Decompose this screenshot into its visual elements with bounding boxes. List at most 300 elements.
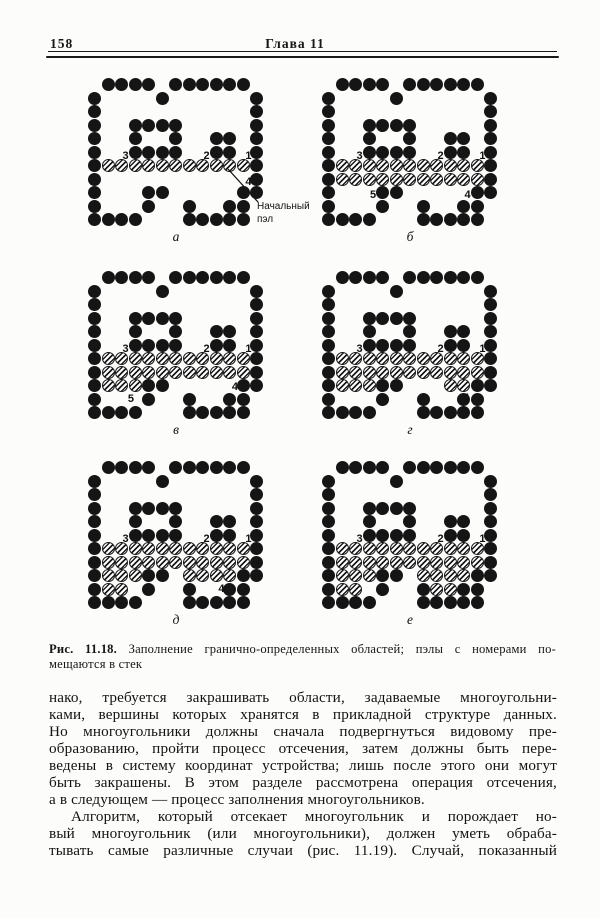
boundary-pixel-dot [403, 119, 416, 132]
boundary-pixel-dot [322, 366, 335, 379]
boundary-pixel-dot [430, 271, 443, 284]
filled-pixel-dot [417, 366, 430, 379]
body-text-line: ведены в систему координат устройства; лишь после этого они могут [49, 757, 557, 774]
boundary-pixel-dot [237, 569, 250, 582]
boundary-pixel-dot [88, 285, 101, 298]
filled-pixel-dot [196, 556, 209, 569]
filled-pixel-dot [102, 569, 115, 582]
boundary-pixel-dot [457, 461, 470, 474]
boundary-pixel-dot [115, 406, 128, 419]
body-text-line: Алгоритм, который отсекает многоугольник и порождает но- [71, 808, 557, 825]
filled-pixel-dot [223, 569, 236, 582]
boundary-pixel-dot [336, 271, 349, 284]
filled-pixel-dot [183, 542, 196, 555]
boundary-pixel-dot [376, 502, 389, 515]
figure-caption [49, 642, 556, 672]
boundary-pixel-dot [457, 583, 470, 596]
filled-pixel-dot [102, 542, 115, 555]
boundary-pixel-dot [250, 312, 263, 325]
filled-pixel-dot [237, 556, 250, 569]
boundary-pixel-dot [349, 271, 362, 284]
filled-pixel-dot [376, 542, 389, 555]
boundary-pixel-dot [322, 502, 335, 515]
boundary-pixel-dot [223, 461, 236, 474]
boundary-pixel-dot [88, 366, 101, 379]
filled-pixel-dot [142, 366, 155, 379]
filled-pixel-dot [444, 173, 457, 186]
boundary-pixel-dot [210, 596, 223, 609]
boundary-pixel-dot [417, 461, 430, 474]
boundary-pixel-dot [88, 379, 101, 392]
boundary-pixel-dot [250, 542, 263, 555]
boundary-pixel-dot [444, 325, 457, 338]
figure-panel-в [88, 271, 264, 447]
filled-pixel-dot [363, 173, 376, 186]
boundary-pixel-dot [444, 515, 457, 528]
boundary-pixel-dot [457, 200, 470, 213]
boundary-pixel-dot [444, 146, 457, 159]
boundary-pixel-dot [210, 271, 223, 284]
boundary-pixel-dot [430, 78, 443, 91]
filled-pixel-dot [129, 569, 142, 582]
filled-pixel-dot [444, 583, 457, 596]
boundary-pixel-dot [156, 339, 169, 352]
boundary-pixel-dot [142, 312, 155, 325]
boundary-pixel-dot [376, 339, 389, 352]
boundary-pixel-dot [129, 515, 142, 528]
boundary-pixel-dot [156, 285, 169, 298]
boundary-pixel-dot [88, 298, 101, 311]
boundary-pixel-dot [223, 596, 236, 609]
figure-panel-г [322, 271, 498, 447]
boundary-pixel-dot [223, 271, 236, 284]
boundary-pixel-dot [444, 529, 457, 542]
boundary-pixel-dot [88, 515, 101, 528]
boundary-pixel-dot [484, 119, 497, 132]
filled-pixel-dot [403, 159, 416, 172]
boundary-pixel-dot [156, 312, 169, 325]
filled-pixel-dot [349, 379, 362, 392]
boundary-pixel-dot [417, 271, 430, 284]
filled-pixel-dot [102, 556, 115, 569]
boundary-pixel-dot [88, 556, 101, 569]
boundary-pixel-dot [156, 502, 169, 515]
boundary-pixel-dot [156, 569, 169, 582]
filled-pixel-dot [156, 366, 169, 379]
boundary-pixel-dot [390, 502, 403, 515]
boundary-pixel-dot [376, 569, 389, 582]
stack-number-label: 3 [122, 150, 129, 163]
boundary-pixel-dot [88, 502, 101, 515]
boundary-pixel-dot [457, 406, 470, 419]
boundary-pixel-dot [403, 515, 416, 528]
filled-pixel-dot [444, 352, 457, 365]
boundary-pixel-dot [390, 475, 403, 488]
filled-pixel-dot [363, 556, 376, 569]
boundary-pixel-dot [336, 596, 349, 609]
stack-number-label: 4 [463, 391, 470, 404]
filled-pixel-dot [403, 352, 416, 365]
filled-pixel-dot [336, 159, 349, 172]
boundary-pixel-dot [102, 596, 115, 609]
boundary-pixel-dot [457, 271, 470, 284]
boundary-pixel-dot [336, 461, 349, 474]
boundary-pixel-dot [115, 271, 128, 284]
filled-pixel-dot [390, 173, 403, 186]
filled-pixel-dot [210, 556, 223, 569]
stack-number-label: 2 [437, 533, 444, 546]
filled-pixel-dot [444, 159, 457, 172]
boundary-pixel-dot [88, 325, 101, 338]
filled-pixel-dot [444, 542, 457, 555]
boundary-pixel-dot [376, 271, 389, 284]
boundary-pixel-dot [484, 366, 497, 379]
boundary-pixel-dot [156, 529, 169, 542]
page-number: 158 [50, 36, 74, 51]
filled-pixel-dot [363, 542, 376, 555]
boundary-pixel-dot [471, 583, 484, 596]
filled-pixel-dot [129, 542, 142, 555]
filled-pixel-dot [430, 366, 443, 379]
boundary-pixel-dot [322, 146, 335, 159]
filled-pixel-dot [336, 173, 349, 186]
boundary-pixel-dot [322, 393, 335, 406]
boundary-pixel-dot [322, 186, 335, 199]
boundary-pixel-dot [484, 529, 497, 542]
filled-pixel-dot [417, 173, 430, 186]
filled-pixel-dot [183, 366, 196, 379]
stack-number-label: 1 [479, 533, 486, 546]
boundary-pixel-dot [390, 119, 403, 132]
boundary-pixel-dot [403, 132, 416, 145]
boundary-pixel-dot [322, 339, 335, 352]
filled-pixel-dot [417, 159, 430, 172]
boundary-pixel-dot [444, 78, 457, 91]
boundary-pixel-dot [376, 78, 389, 91]
stack-number-label: 5 [127, 393, 134, 405]
boundary-pixel-dot [250, 285, 263, 298]
boundary-pixel-dot [88, 339, 101, 352]
filled-pixel-dot [390, 556, 403, 569]
boundary-pixel-dot [250, 325, 263, 338]
filled-pixel-dot [349, 583, 362, 596]
filled-pixel-dot [457, 366, 470, 379]
panel-letter: б [406, 229, 414, 244]
boundary-pixel-dot [390, 186, 403, 199]
boundary-pixel-dot [129, 529, 142, 542]
filled-pixel-dot [142, 352, 155, 365]
filled-pixel-dot [390, 542, 403, 555]
boundary-pixel-dot [403, 325, 416, 338]
boundary-pixel-dot [484, 285, 497, 298]
stack-number-label: 4 [218, 583, 225, 595]
boundary-pixel-dot [376, 312, 389, 325]
boundary-pixel-dot [237, 596, 250, 609]
stack-number-label: 1 [245, 150, 252, 163]
boundary-pixel-dot [210, 325, 223, 338]
boundary-pixel-dot [417, 213, 430, 226]
boundary-pixel-dot [363, 529, 376, 542]
boundary-pixel-dot [457, 213, 470, 226]
boundary-pixel-dot [471, 406, 484, 419]
stack-number-label: 1 [479, 343, 486, 356]
boundary-pixel-dot [417, 596, 430, 609]
boundary-pixel-dot [250, 488, 263, 501]
boundary-pixel-dot [88, 393, 101, 406]
boundary-pixel-dot [471, 461, 484, 474]
stack-number-label: 1 [245, 533, 252, 546]
body-text-line: ками, вершины которых хранятся в прикладной структуре данных. [49, 706, 557, 723]
boundary-pixel-dot [322, 159, 335, 172]
boundary-pixel-dot [403, 146, 416, 159]
filled-pixel-dot [376, 556, 389, 569]
boundary-pixel-dot [183, 393, 196, 406]
boundary-pixel-dot [322, 132, 335, 145]
boundary-pixel-dot [250, 529, 263, 542]
filled-pixel-dot [457, 173, 470, 186]
boundary-pixel-dot [88, 312, 101, 325]
boundary-pixel-dot [363, 461, 376, 474]
boundary-pixel-dot [322, 352, 335, 365]
boundary-pixel-dot [237, 379, 250, 392]
boundary-pixel-dot [430, 213, 443, 226]
boundary-pixel-dot [417, 78, 430, 91]
boundary-pixel-dot [210, 515, 223, 528]
boundary-pixel-dot [210, 529, 223, 542]
boundary-pixel-dot [129, 596, 142, 609]
boundary-pixel-dot [430, 461, 443, 474]
boundary-pixel-dot [322, 105, 335, 118]
filled-pixel-dot [403, 542, 416, 555]
boundary-pixel-dot [322, 312, 335, 325]
boundary-pixel-dot [484, 475, 497, 488]
boundary-pixel-dot [484, 488, 497, 501]
boundary-pixel-dot [237, 583, 250, 596]
filled-pixel-dot [115, 366, 128, 379]
boundary-pixel-dot [142, 339, 155, 352]
filled-pixel-dot [336, 379, 349, 392]
boundary-pixel-dot [250, 475, 263, 488]
stack-number-label: 4 [245, 175, 252, 188]
boundary-pixel-dot [484, 298, 497, 311]
stack-number-label: 2 [437, 150, 444, 163]
boundary-pixel-dot [484, 173, 497, 186]
filled-pixel-dot [237, 366, 250, 379]
boundary-pixel-dot [88, 352, 101, 365]
filled-pixel-dot [457, 159, 470, 172]
stack-number-label: 5 [369, 189, 377, 202]
boundary-pixel-dot [349, 213, 362, 226]
boundary-pixel-dot [376, 461, 389, 474]
boundary-pixel-dot [169, 461, 182, 474]
boundary-pixel-dot [322, 379, 335, 392]
body-text-line: нако, требуется закрашивать области, задаваемые многоугольни- [49, 689, 557, 706]
boundary-pixel-dot [417, 200, 430, 213]
filled-pixel-dot [457, 569, 470, 582]
boundary-pixel-dot [457, 325, 470, 338]
stack-number-label: 2 [203, 533, 210, 546]
boundary-pixel-dot [349, 596, 362, 609]
boundary-pixel-dot [484, 339, 497, 352]
boundary-pixel-dot [322, 529, 335, 542]
boundary-pixel-dot [363, 339, 376, 352]
filled-pixel-dot [349, 556, 362, 569]
boundary-pixel-dot [457, 515, 470, 528]
boundary-pixel-dot [484, 379, 497, 392]
filled-pixel-dot [417, 352, 430, 365]
body-text-line: образованию, пройти процесс отсечения, затем должны быть пере- [49, 740, 557, 757]
boundary-pixel-dot [471, 78, 484, 91]
figure-panel-д [88, 461, 264, 637]
boundary-pixel-dot [237, 393, 250, 406]
boundary-pixel-dot [363, 502, 376, 515]
filled-pixel-dot [336, 366, 349, 379]
boundary-pixel-dot [363, 146, 376, 159]
boundary-pixel-dot [169, 325, 182, 338]
filled-pixel-dot [457, 542, 470, 555]
filled-pixel-dot [183, 556, 196, 569]
boundary-pixel-dot [169, 515, 182, 528]
boundary-pixel-dot [169, 312, 182, 325]
boundary-pixel-dot [223, 339, 236, 352]
filled-pixel-dot [336, 556, 349, 569]
boundary-pixel-dot [484, 105, 497, 118]
stack-number-label: 1 [479, 150, 486, 163]
boundary-pixel-dot [102, 461, 115, 474]
boundary-pixel-dot [484, 569, 497, 582]
boundary-pixel-dot [88, 583, 101, 596]
boundary-pixel-dot [322, 92, 335, 105]
boundary-pixel-dot [444, 596, 457, 609]
filled-pixel-dot [349, 569, 362, 582]
boundary-pixel-dot [115, 461, 128, 474]
boundary-pixel-dot [376, 393, 389, 406]
boundary-pixel-dot [336, 213, 349, 226]
boundary-pixel-dot [363, 132, 376, 145]
boundary-pixel-dot [484, 159, 497, 172]
boundary-pixel-dot [322, 569, 335, 582]
figure-caption-line2: мещаются в стек [49, 657, 143, 672]
boundary-pixel-dot [417, 583, 430, 596]
filled-pixel-dot [349, 173, 362, 186]
boundary-pixel-dot [223, 325, 236, 338]
filled-pixel-dot [363, 379, 376, 392]
stack-number-label: 2 [203, 343, 210, 356]
boundary-pixel-dot [88, 542, 101, 555]
boundary-pixel-dot [250, 569, 263, 582]
boundary-pixel-dot [250, 339, 263, 352]
body-text-line: а в следующем — процесс заполнения многоугольников. [49, 791, 425, 808]
boundary-pixel-dot [349, 461, 362, 474]
filled-pixel-dot [430, 583, 443, 596]
boundary-pixel-dot [169, 529, 182, 542]
filled-pixel-dot [417, 542, 430, 555]
boundary-pixel-dot [336, 78, 349, 91]
boundary-pixel-dot [237, 406, 250, 419]
filled-pixel-dot [444, 366, 457, 379]
filled-pixel-dot [336, 352, 349, 365]
figure-caption-text: Заполнение гранично-определенных областей; пэлы с номерами по- [117, 642, 557, 656]
boundary-pixel-dot [322, 298, 335, 311]
filled-pixel-dot [129, 366, 142, 379]
boundary-pixel-dot [403, 339, 416, 352]
boundary-pixel-dot [102, 271, 115, 284]
boundary-pixel-dot [183, 596, 196, 609]
boundary-pixel-dot [156, 379, 169, 392]
filled-pixel-dot [210, 569, 223, 582]
boundary-pixel-dot [390, 92, 403, 105]
boundary-pixel-dot [376, 119, 389, 132]
filled-pixel-dot [403, 173, 416, 186]
filled-pixel-dot [196, 366, 209, 379]
boundary-pixel-dot [444, 271, 457, 284]
filled-pixel-dot [102, 352, 115, 365]
boundary-pixel-dot [250, 379, 263, 392]
filled-pixel-dot [115, 379, 128, 392]
boundary-pixel-dot [142, 461, 155, 474]
filled-pixel-dot [444, 556, 457, 569]
boundary-pixel-dot [403, 78, 416, 91]
filled-pixel-dot [142, 542, 155, 555]
boundary-pixel-dot [142, 569, 155, 582]
boundary-pixel-dot [403, 502, 416, 515]
boundary-pixel-dot [376, 583, 389, 596]
boundary-pixel-dot [129, 271, 142, 284]
filled-pixel-dot [210, 366, 223, 379]
filled-pixel-dot [390, 159, 403, 172]
panel-letter: е [407, 612, 413, 627]
boundary-pixel-dot [322, 475, 335, 488]
filled-pixel-dot [102, 366, 115, 379]
boundary-pixel-dot [363, 515, 376, 528]
boundary-pixel-dot [223, 515, 236, 528]
boundary-pixel-dot [169, 502, 182, 515]
figure-panel-е [322, 461, 498, 637]
filled-pixel-dot [102, 379, 115, 392]
stack-number-label: 3 [356, 533, 363, 546]
boundary-pixel-dot [250, 366, 263, 379]
boundary-pixel-dot [196, 271, 209, 284]
filled-pixel-dot [169, 542, 182, 555]
filled-pixel-dot [129, 379, 142, 392]
boundary-pixel-dot [322, 325, 335, 338]
boundary-pixel-dot [403, 271, 416, 284]
boundary-pixel-dot [322, 583, 335, 596]
filled-pixel-dot [115, 569, 128, 582]
figure-caption-label: Рис. 11.18. [49, 642, 118, 656]
boundary-pixel-dot [142, 393, 155, 406]
boundary-pixel-dot [169, 271, 182, 284]
boundary-pixel-dot [376, 186, 389, 199]
filled-pixel-dot [142, 556, 155, 569]
boundary-pixel-dot [336, 406, 349, 419]
boundary-pixel-dot [484, 556, 497, 569]
boundary-pixel-dot [156, 475, 169, 488]
boundary-pixel-dot [390, 312, 403, 325]
boundary-pixel-dot [322, 213, 335, 226]
boundary-pixel-dot [444, 339, 457, 352]
boundary-pixel-dot [322, 119, 335, 132]
boundary-pixel-dot [250, 556, 263, 569]
boundary-pixel-dot [471, 213, 484, 226]
boundary-pixel-dot [417, 393, 430, 406]
boundary-pixel-dot [322, 556, 335, 569]
boundary-pixel-dot [322, 542, 335, 555]
filled-pixel-dot [210, 542, 223, 555]
boundary-pixel-dot [88, 596, 101, 609]
chapter-title: Глава 11 [265, 36, 325, 51]
filled-pixel-dot [169, 556, 182, 569]
